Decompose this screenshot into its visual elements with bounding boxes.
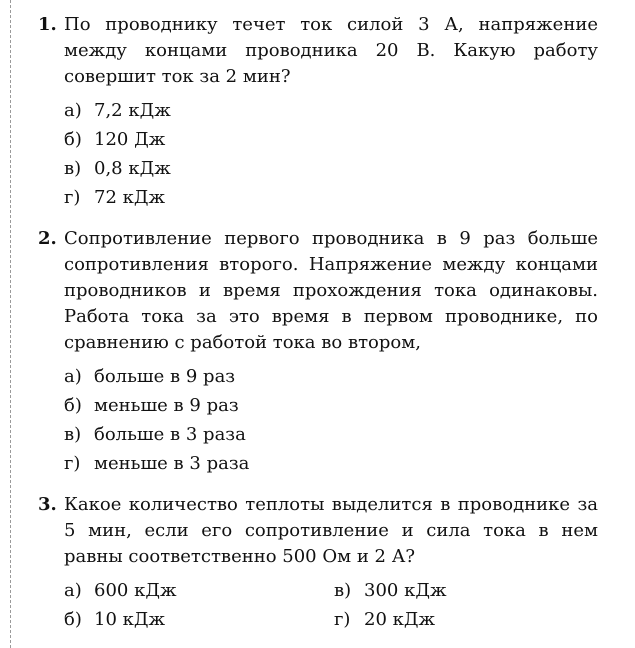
answer-list xyxy=(64,96,598,212)
answer-option xyxy=(334,605,564,634)
answer-option xyxy=(64,362,598,391)
question-text: По проводнику течет ток силой 3 А, напряжение между концами проводника 20 В. Какую работу совершит ток за 2 мин? xyxy=(64,14,598,87)
answer-text: 0,8 кДж xyxy=(94,158,171,179)
answer-text: меньше в 9 раз xyxy=(94,395,239,416)
answer-label: а) xyxy=(64,366,82,387)
answer-text: больше в 3 раза xyxy=(94,424,246,445)
answer-list xyxy=(64,362,598,478)
answer-option xyxy=(64,605,334,634)
test-page xyxy=(38,12,598,648)
answer-text: 600 кДж xyxy=(94,580,177,601)
answer-text: 300 кДж xyxy=(364,580,447,601)
answer-option xyxy=(334,576,564,605)
answer-option xyxy=(64,391,598,420)
answer-label: в) xyxy=(64,158,82,179)
answer-label: б) xyxy=(64,609,82,630)
answer-label: а) xyxy=(64,580,82,601)
answer-label: в) xyxy=(64,424,82,445)
question-text: Какое количество теплоты выделится в проводнике за 5 мин, если его сопротивление и сила тока в нем равны соответственно 500 Ом и 2 А? xyxy=(64,494,598,567)
answer-label: г) xyxy=(64,453,81,474)
answer-text: 120 Дж xyxy=(94,129,166,150)
answer-label: г) xyxy=(334,609,351,630)
question-text: Сопротивление первого проводника в 9 раз больше сопротивления второго. Напряжение между концами проводников и время прохождения тока одинаковы. Работа тока за это время в первом проводнике, по сравнению с работой тока во втором, xyxy=(64,228,598,353)
cut-line xyxy=(10,0,11,648)
answer-text: 20 кДж xyxy=(364,609,436,630)
answer-label: б) xyxy=(64,129,82,150)
question-number: 1. xyxy=(38,14,57,35)
answer-option xyxy=(64,96,598,125)
answer-label: б) xyxy=(64,395,82,416)
question-1 xyxy=(38,12,598,212)
answer-text: больше в 9 раз xyxy=(94,366,236,387)
answer-option xyxy=(64,154,598,183)
answer-text: меньше в 3 раза xyxy=(94,453,250,474)
question-3 xyxy=(38,492,598,634)
answer-option xyxy=(64,449,598,478)
answer-label: г) xyxy=(64,187,81,208)
answer-option xyxy=(64,183,598,212)
answer-option xyxy=(64,576,334,605)
answer-label: а) xyxy=(64,100,82,121)
question-2 xyxy=(38,226,598,478)
answer-text: 10 кДж xyxy=(94,609,166,630)
question-number: 2. xyxy=(38,228,57,249)
answer-text: 72 кДж xyxy=(94,187,166,208)
answer-label: в) xyxy=(334,580,352,601)
answer-option xyxy=(64,420,598,449)
answer-text: 7,2 кДж xyxy=(94,100,171,121)
question-number: 3. xyxy=(38,494,57,515)
answer-option xyxy=(64,125,598,154)
answer-list xyxy=(64,576,598,634)
